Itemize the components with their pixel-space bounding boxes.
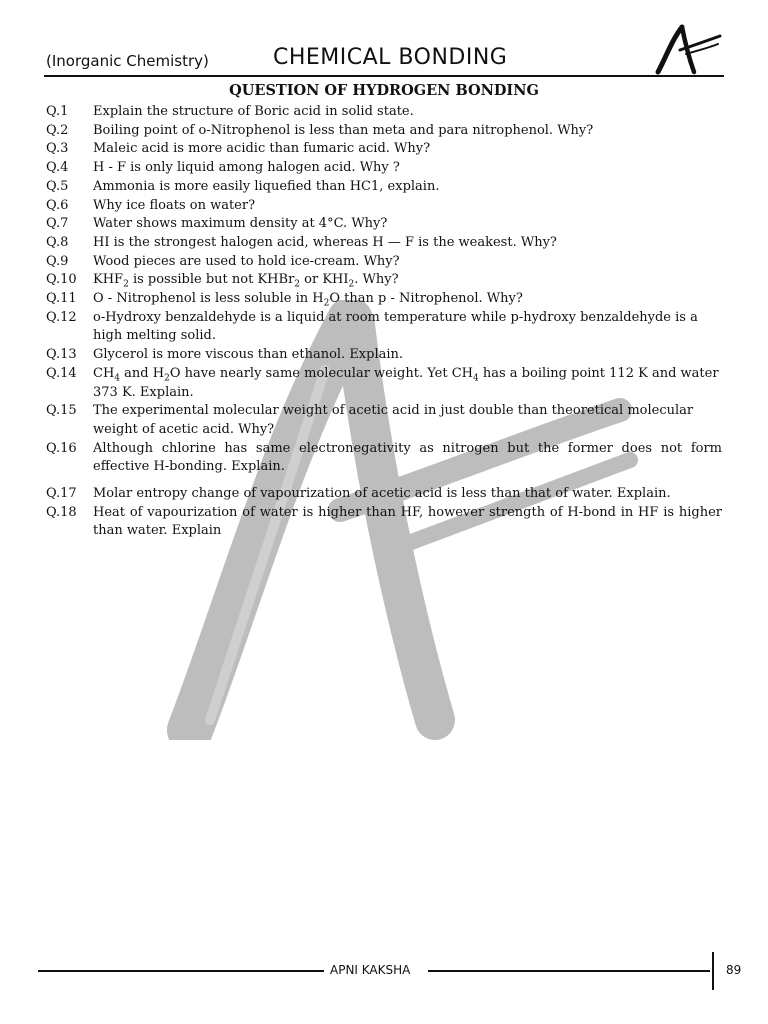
- subscript: 2: [294, 279, 301, 290]
- footer-rule-right: [428, 970, 710, 972]
- question-number: Q.1: [46, 104, 69, 119]
- text-segment: O have nearly same molecular weight. Yet CH: [169, 365, 473, 381]
- subscript: 4: [473, 373, 479, 384]
- question-text: [93, 290, 722, 309]
- header-title: CHEMICAL BONDING: [273, 45, 508, 70]
- brand-logo-icon: [652, 22, 724, 78]
- question-item: [46, 271, 722, 290]
- footer-rule-left: [38, 970, 324, 972]
- question-text: Maleic acid is more acidic than fumaric acid. Why?: [93, 141, 431, 157]
- text-segment: or KHI: [300, 272, 349, 288]
- question-item: [46, 365, 722, 402]
- question-text: Glycerol is more viscous than ethanol. Explain.: [93, 347, 404, 363]
- question-number: Q.5: [46, 178, 69, 194]
- question-item: [46, 159, 722, 178]
- question-item: [46, 103, 722, 122]
- question-item: [46, 178, 722, 197]
- question-number: Q.6: [46, 197, 69, 213]
- question-item: [46, 215, 722, 234]
- question-number: Q.8: [46, 234, 69, 250]
- question-number: Q.16: [46, 440, 77, 456]
- question-number: Q.2: [46, 122, 69, 138]
- text-segment: and H: [120, 365, 165, 381]
- question-text: Explain the structure of Boric acid in solid state.: [93, 104, 414, 119]
- question-number: Q.17: [46, 486, 77, 502]
- question-text: [93, 365, 722, 402]
- question-text: Why ice floats on water?: [93, 197, 256, 213]
- question-item: [46, 122, 722, 141]
- question-list: [46, 103, 722, 541]
- question-item: [46, 309, 722, 346]
- question-text: Boiling point of o-Nitrophenol is less than meta and para nitrophenol. Why?: [93, 122, 594, 138]
- header-subject: (Inorganic Chemistry): [46, 52, 209, 70]
- question-number: Q.9: [46, 253, 69, 269]
- question-item: [46, 485, 722, 504]
- question-text: The experimental molecular weight of acetic acid in just double than theoretical molecular weight of acetic acid. Why?: [93, 403, 694, 437]
- text-segment: . Why?: [354, 272, 399, 288]
- question-item: [46, 402, 722, 439]
- question-text: H - F is only liquid among halogen acid. Why ?: [93, 160, 400, 176]
- text-segment: is possible but not KHBr: [128, 272, 295, 288]
- question-text: Water shows maximum density at 4°C. Why?: [93, 216, 388, 232]
- subscript: 2: [323, 298, 330, 309]
- text-segment: CH: [93, 365, 115, 381]
- subscript: 2: [348, 279, 355, 290]
- question-text: Heat of vapourization of water is higher than HF, however strength of H-bond in HF is higher than water. Explain: [93, 504, 722, 539]
- subscript: 2: [164, 373, 170, 384]
- question-number: Q.10: [46, 272, 77, 288]
- question-number: Q.7: [46, 216, 69, 232]
- page-number: 89: [726, 963, 742, 977]
- text-segment: O than p - Nitrophenol. Why?: [329, 291, 523, 307]
- question-item: [46, 504, 722, 541]
- subscript: 2: [123, 279, 129, 290]
- question-item: [46, 253, 722, 272]
- question-number: Q.12: [46, 309, 77, 325]
- header-divider: [44, 75, 724, 77]
- question-text: o-Hydroxy benzaldehyde is a liquid at room temperature while p-hydroxy benzaldehyde is a high melting solid.: [93, 309, 698, 344]
- question-number: Q.3: [46, 141, 69, 157]
- text-segment: has a boiling point 112 K and water 373 K. Explain.: [93, 365, 719, 400]
- text-segment: O - Nitrophenol is less soluble in H: [93, 291, 324, 307]
- question-number: Q.14: [46, 365, 77, 381]
- question-item: [46, 290, 722, 309]
- question-text: Although chlorine has same electronegativity as nitrogen but the former does not form effective H-bonding. Explain.: [93, 440, 722, 475]
- question-text: HI is the strongest halogen acid, whereas H — F is the weakest. Why?: [93, 234, 557, 250]
- question-text: [93, 271, 722, 290]
- section-title: QUESTION OF HYDROGEN BONDING: [229, 82, 539, 99]
- text-segment: KHF: [93, 272, 124, 288]
- question-item: [46, 140, 722, 159]
- question-number: Q.13: [46, 347, 77, 363]
- question-number: Q.11: [46, 291, 77, 307]
- question-text: Wood pieces are used to hold ice-cream. Why?: [93, 253, 400, 269]
- question-item: [46, 234, 722, 253]
- footer-brand: APNI KAKSHA: [330, 963, 411, 977]
- question-text: Molar entropy change of vapourization of acetic acid is less than that of water. Explain.: [93, 486, 671, 502]
- question-item: [46, 440, 722, 477]
- question-number: Q.15: [46, 403, 77, 419]
- question-item: [46, 346, 722, 365]
- question-text: Ammonia is more easily liquefied than HC1, explain.: [93, 178, 440, 194]
- question-number: Q.4: [46, 160, 69, 176]
- question-item: [46, 197, 722, 216]
- subscript: 4: [114, 373, 121, 384]
- question-number: Q.18: [46, 504, 77, 520]
- footer-divider: [712, 952, 714, 990]
